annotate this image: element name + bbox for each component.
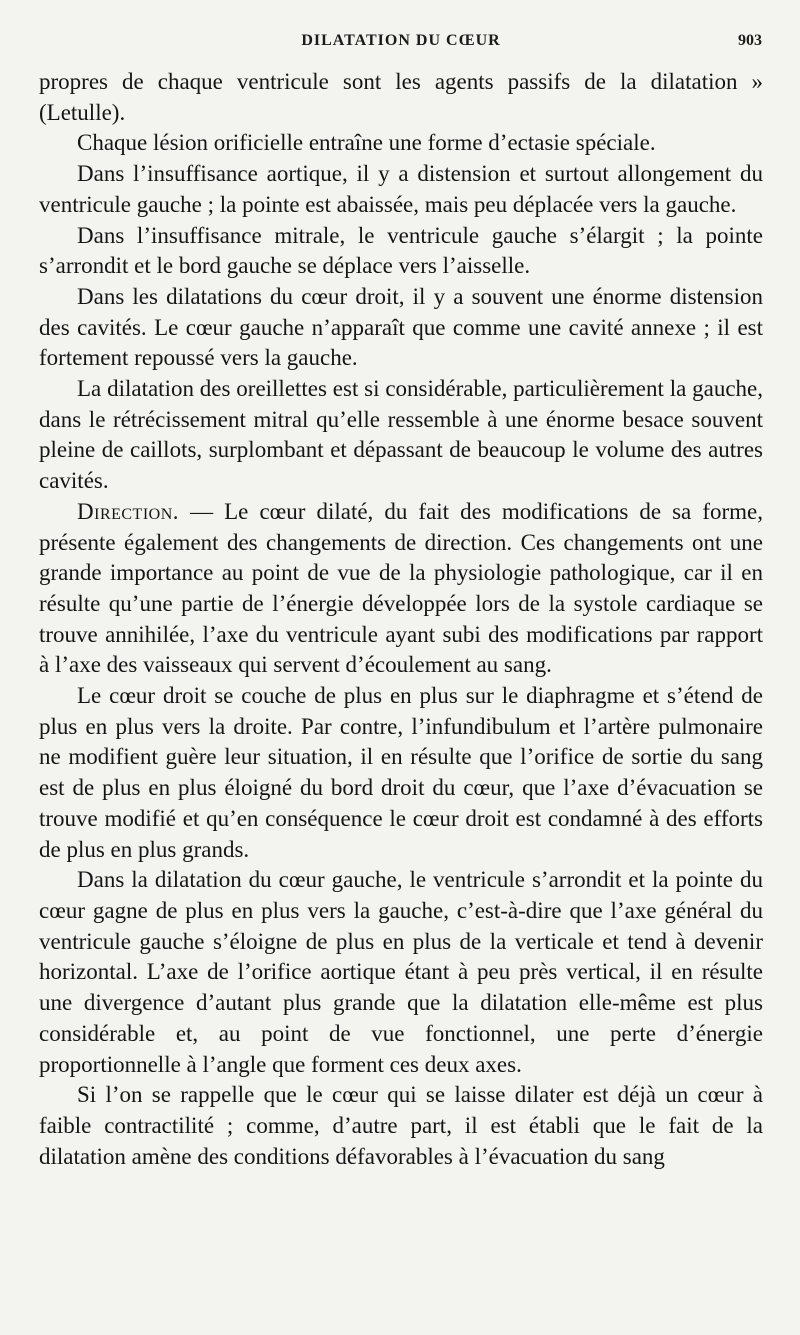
page-header xyxy=(40,30,762,60)
paragraph-text: — Le cœur dilaté, du fait des modifications de sa forme, présente également des changements de direction. Ces changements ont une grande importance au point de vue de la physiologie pathologique, car il en résulte qu’une partie de l’énergie développée lors de la systole cardiaque se trouve annihilée, l’axe du ventricule ayant subi des modifications par rapport à l’axe des vaisseaux qui servent d’écoulement au sang. xyxy=(39,498,763,678)
paragraph-text: Dans les dilatations du cœur droit, il y a souvent une énorme distension des cavités. Le cœur gauche n’apparaît que comme une cavité annexe ; il est fortement repoussé vers la gauche. xyxy=(39,283,763,371)
running-title: DILATATION DU CŒUR xyxy=(301,32,501,49)
paragraph-text: propres de chaque ventricule sont les agents passifs de la dilatation » (Letulle). xyxy=(39,69,763,125)
body-text xyxy=(39,67,763,1172)
paragraph xyxy=(39,282,763,374)
paragraph xyxy=(39,865,763,1080)
paragraph xyxy=(39,374,763,497)
paragraph-text: Si l’on se rappelle que le cœur qui se laisse dilater est déjà un cœur à faible contractilité ; comme, d’autre part, il est établi que le fait de la dilatation amène des conditions défavorables à l’évacuation du sang xyxy=(39,1082,763,1169)
paragraph-text: La dilatation des oreillettes est si considérable, particulièrement la gauche, dans le rétrécissement mitral qu’elle ressemble à une énorme besace souvent pleine de caillots, surplombant et dépassant de beaucoup le volume des autres cavités. xyxy=(39,376,763,494)
paragraph xyxy=(39,1080,763,1172)
paragraph-text: Dans l’insuffisance aortique, il y a distension et surtout allongement du ventricule gauche ; la pointe est abaissée, mais peu déplacée vers la gauche. xyxy=(39,161,763,217)
page-number: 903 xyxy=(738,32,762,49)
paragraph xyxy=(39,67,763,128)
section-lead: Direction. xyxy=(77,498,180,524)
paragraph xyxy=(39,681,763,865)
paragraph xyxy=(39,159,763,220)
paragraph xyxy=(39,221,763,282)
paragraph xyxy=(39,128,763,159)
paragraph-text: Dans l’insuffisance mitrale, le ventricule gauche s’élargit ; la pointe s’arrondit et le bord gauche se déplace vers l’aisselle. xyxy=(39,222,763,279)
paragraph-direction xyxy=(39,497,763,681)
paragraph-text: Chaque lésion orificielle entraîne une forme d’ectasie spéciale. xyxy=(77,130,656,156)
paragraph-text: Le cœur droit se couche de plus en plus sur le diaphragme et s’étend de plus en plus vers la droite. Par contre, l’infundibulum et l’artère pulmonaire ne modifient guère leur situation, il en résulte que l’orifice de sortie du sang est de plus en plus éloigné du bord droit du cœur, que l’axe d’évacuation se trouve modifié et qu’en conséquence le cœur droit est condamné à des efforts de plus en plus grands. xyxy=(39,683,763,862)
paragraph-text: Dans la dilatation du cœur gauche, le ventricule s’arrondit et la pointe du cœur gagne de plus en plus vers la gauche, c’est-à-dire que l’axe général du ventricule gauche s’éloigne de plus en plus de la verticale et tend à devenir horizontal. L’axe de l’orifice aortique étant à peu près vertical, il en résulte une divergence d’autant plus grande que la dilatation elle-même est plus considérable et, au point de vue fonctionnel, une perte d’énergie proportionnelle à l’angle que forment ces deux axes. xyxy=(39,867,763,1077)
